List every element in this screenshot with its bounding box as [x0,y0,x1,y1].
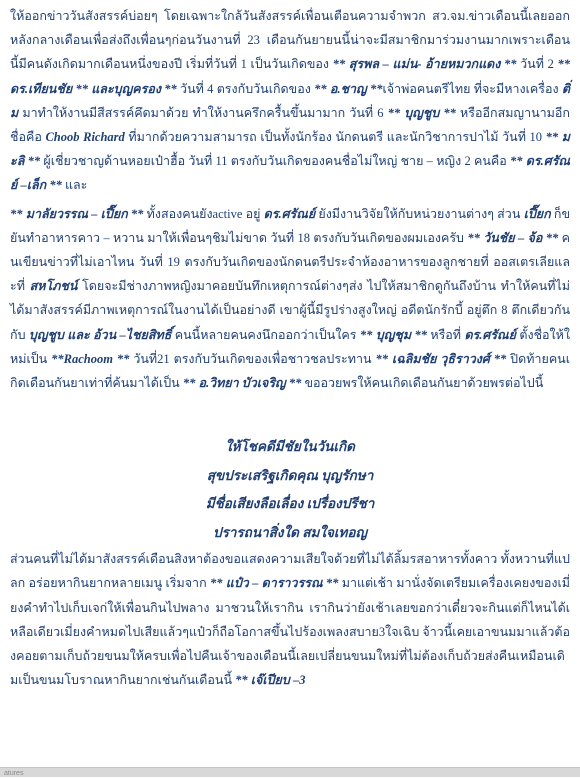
text-segment: หรืออีกสมญานามอีกชื่อคือ [10,105,570,145]
name-malaiwan-piak: ** มาลัยวรรณ – เปี๊ยก ** [10,206,144,221]
bottom-toolbar [0,767,580,777]
name-boonchoob: ** บุญชูบ ** [387,105,456,120]
birthday-wish-poem [10,433,570,547]
name-boonchoob-chaisit: บุญชูบ และ อ้วน –ไชยสิทธิ์ [28,327,172,342]
text-segment: ยังมีงานวิจัยให้กับหน่วยงานต่างๆ ส่วน [315,206,524,221]
text-segment: วันที่ 2 [516,57,558,72]
name-chan: ** อ.ชาญ ** [314,81,383,96]
name-wittaya: ** อ.วิทยา บัวเจริญ ** [182,376,302,391]
text-segment: คนเขียนข่าวที่ไม่เอาไหน วันที่ 19 ตรงกับวันเกิดของนักดนตรีประจำห้องอาหารของลูกชายที่ ออสเตรเลียและที่ [10,230,570,294]
text-segment: ทั้งสองคนยังactive อยู่ [143,206,264,221]
text-segment: มาทำให้งานมีสีสรรค์คึดมาด้วย ทำให้งานครึกครื้นขึ้นมามาก วันที่ 6 [18,105,388,120]
wish-line: มีชื่อเสียงลือเลื่อง เปรื่องปรีชา [205,496,375,512]
name-saran-lek: ** ดร.ศรัณย์ –เล็ก ** [10,154,571,193]
name-paew-darawan: ** แป๋ว – ดาราวรรณ ** [209,576,339,591]
text-segment: ให้ออกข่าววันสังสรรค์บ่อยๆ โดยเฉพาะใกล้วันสังสรรค์เพื่อนเตือนความจำพวก สว.จม.ข่าวเดือนนี้เลยออกหลังกลางเดือนเพื่อส่งถึงเพื่อนๆก่อนวันงานที่ 23 เดือนกันยายนนี้น่าจะมีสมาชิกมาร่วมงานมากเพราะเดือนนี้มีคนดังเกิดมากเดือนหนึ่งของปี เริ่มที่วันที่ 1 เป็นวันเกิดของ [10,9,570,72]
text-segment: หรือที่ [426,327,465,342]
name-saran: ดร.ศรัณย์ [263,206,316,221]
wish-line: ปรารถนาสิ่งใด สมใจเทอญ [213,524,367,540]
text-segment: ที่มากด้วยความสามารถ เป็นทั้งนักร้อง นักดนตรี และนักวิชาการปาไม้ วันที่ 10 [124,130,546,145]
name-sahaphot: สหโภชน์ [29,279,78,294]
text-segment: ขออวยพรให้คนเกิดเดือนกันยาด้วยพรต่อไปนี้ [301,376,544,391]
paragraph-birthdays-continued [10,202,570,396]
name-rachoom: **Rachoom ** [51,351,130,366]
text-segment: โดยจะมีช่างภาพหญิงมาคอยบันทึกเหตุการณ์ต่างๆส่ง ไปให้สมาชิกดูกันถึงบ้าน ทำให้คนที่ไม่ได้มาสังสรรค์มีภาพเหตุการณ์ในงานได้เป็นอย่างดี เขาผู้นี้มีรูปร่างสูงใหญ่ อดีตนักรักบี้ อยู่ตึก 8 ตึกเดียวกันกับ [10,279,570,342]
name-mali: ** มะลิ ** [10,130,570,169]
text-segment: คนนี้หลายคนคงนึกออกว่าเป็นใคร [171,327,360,342]
toolbar-label: atures [4,770,24,777]
name-surapol: ** สุรพล – แม่น- อ้ายหมวกแดง ** [332,57,517,72]
text-segment: วันที่21 ตรงกับวันเกิดของเพื่อชาวชลประทาน [129,351,376,366]
text-segment: เจ้าพ่อคนตรีไทย ที่จะมีหางเครื่อง [382,81,562,96]
text-segment: และ [61,178,88,193]
text-segment: ส่วนคนที่ไม่ได้มาสังสรรค์เดือนสิงหาต้องขอแสดงความเสียใจด้วยที่ไม่ได้ลิ้มรสอาหารทั้งคาว ทั้งหวานที่แปลก อร่อยหากินยากหลายเมนู เริ่มจาก [10,552,570,591]
text-segment: ผู้เชี่ยวชาญด้านหอยเป๋าฮื้อ วันที่ 11 ตรงกับวันเกิดของคนชื่อไม่ใหญ่ ชาย – หญิง 2 คนคือ [40,154,511,169]
paragraph-august-gathering [10,547,570,692]
paragraph-birthdays-intro [10,4,570,198]
name-tim: ติ่ม [10,81,571,120]
text-segment: มาแต่เช้า มานั่งจัดเตรียมเครื่องเคยงของเมี่ยงคำทำไปเก็บเจก่ให้เพื่อนกินไปพลาง มาชวนให้เรากิน เรากินว่ายังเช้าเลยขอกว่าเดี๋ยวจะกินแต่ก็ไหนได้เหลือเดียวเมี่ยงคำหมดไปเสียแล้วๆแป๋วก็ถือโอกาสขึ้นไปร้องเพลงสบาย3ใจเฉิบ จ้าวนี้เคยเอาขนมมาแล้วต้องคอยตามเก็บถ้วยขนมให้ครบเพื่อไปคืนเจ้าของเดือนนี้เลยเปลี่ยนขนมใหม่ที่ไม่ต้องเก็บถ้วยส่งคืนเหมือนเดิมเป็นขนมโบราณหากินยากเช่นกันเดือนนี้ [10,576,571,688]
name-piak: เปี๊ยก [523,206,551,221]
name-chalermchai: ** เฉลิมชัย วุธิราวงศ์ ** [375,351,507,366]
text-segment: ปิดท้ายคนเกิดเดือนกันยาเท่าที่ค้นมาได้เป็น [10,351,570,391]
text-segment: ก็ขยันทำอาหารคาว – หวาน มาให้เพื่อนๆชิมไม่ขาด วันที่ 18 ตรงกับวันเกิดของผมเองครับ [10,206,571,245]
name-wanchai-jor: ** วันชัย – จ้อ ** [467,230,559,245]
wish-line: ให้โชคดีมีชัยในวันเกิด [225,439,355,455]
text-segment: วันที่ 4 ตรงกับวันเกิดของ [176,81,315,96]
name-saran-2: ดร.ศรัณย์ [464,327,516,342]
name-choob-richard: Choob Richard [45,130,125,145]
name-tienchai-boonkrong: ** ดร.เทียนชัย ** และบุญครอง ** [10,57,570,96]
wish-line: สุขประเสริฐเกิดคุณ บุญรักษา [206,467,374,483]
text-segment: ตั้งชื่อให้ใหม่เป็น [10,327,571,366]
name-boonchum: ** บุญชุม ** [359,327,427,342]
name-jae-piab: ** เจ๊เปียบ –3 [235,673,306,688]
